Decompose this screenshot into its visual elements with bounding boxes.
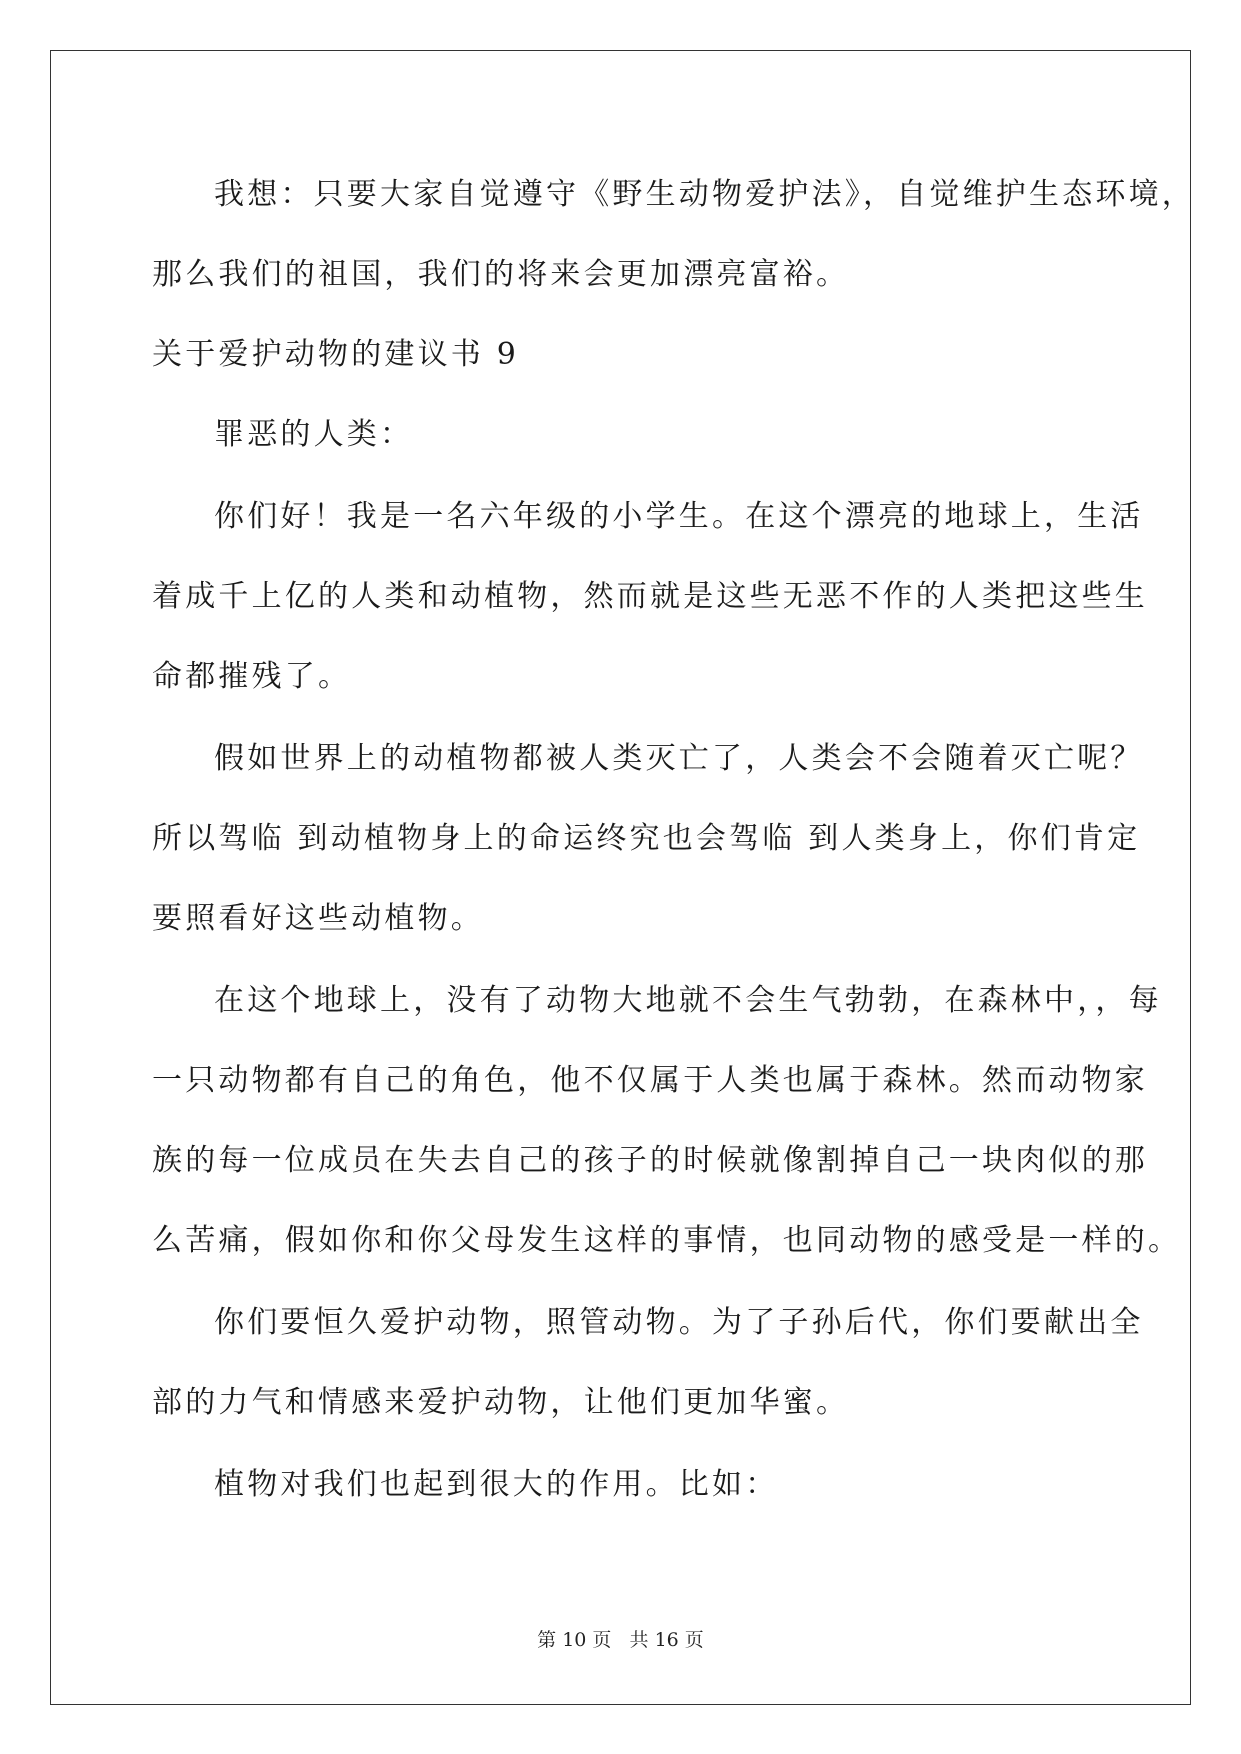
paragraph-line: 着成千上亿的人类和动植物，然而就是这些无恶不作的人类把这些生: [152, 579, 1148, 614]
paragraph-line: 命都摧残了。: [152, 659, 352, 694]
paragraph-line: 要照看好这些动植物。: [152, 901, 484, 936]
paragraph-line: 族的每一位成员在失去自己的孩子的时候就像割掉自己一块肉似的那: [152, 1143, 1148, 1178]
paragraph-line: 你们要恒久爱护动物，照管动物。为了子孙后代，你们要献出全: [214, 1305, 1144, 1340]
paragraph-line: 一只动物都有自己的角色，他不仅属于人类也属于森林。然而动物家: [152, 1063, 1148, 1098]
paragraph-line: 么苦痛，假如你和你父母发生这样的事情，也同动物的感受是一样的。: [152, 1223, 1182, 1258]
paragraph-line: 那么我们的祖国，我们的将来会更加漂亮富裕。: [152, 257, 850, 292]
page-border: [50, 50, 1191, 1705]
paragraph-line: 所以驾临 到动植物身上的命运终究也会驾临 到人类身上，你们肯定: [152, 821, 1141, 856]
paragraph-line: 我想：只要大家自觉遵守《野生动物爱护法》，自觉维护生态环境，: [214, 177, 1195, 212]
paragraph-line: 假如世界上的动植物都被人类灭亡了，人类会不会随着灭亡呢？: [214, 741, 1144, 776]
section-heading: 关于爱护动物的建议书 9: [152, 337, 520, 372]
paragraph-line: 在这个地球上，没有了动物大地就不会生气勃勃，在森林中，，每: [214, 983, 1162, 1018]
page-footer: [0, 1628, 1241, 1652]
page-number-label: 第 10 页 共 16 页: [537, 1629, 704, 1651]
paragraph-line: 植物对我们也起到很大的作用。比如：: [214, 1467, 779, 1502]
salutation: 罪恶的人类：: [214, 417, 414, 452]
paragraph-line: 部的力气和情感来爱护动物，让他们更加华蜜。: [152, 1385, 850, 1420]
paragraph-line: 你们好！我是一名六年级的小学生。在这个漂亮的地球上，生活: [214, 499, 1144, 534]
